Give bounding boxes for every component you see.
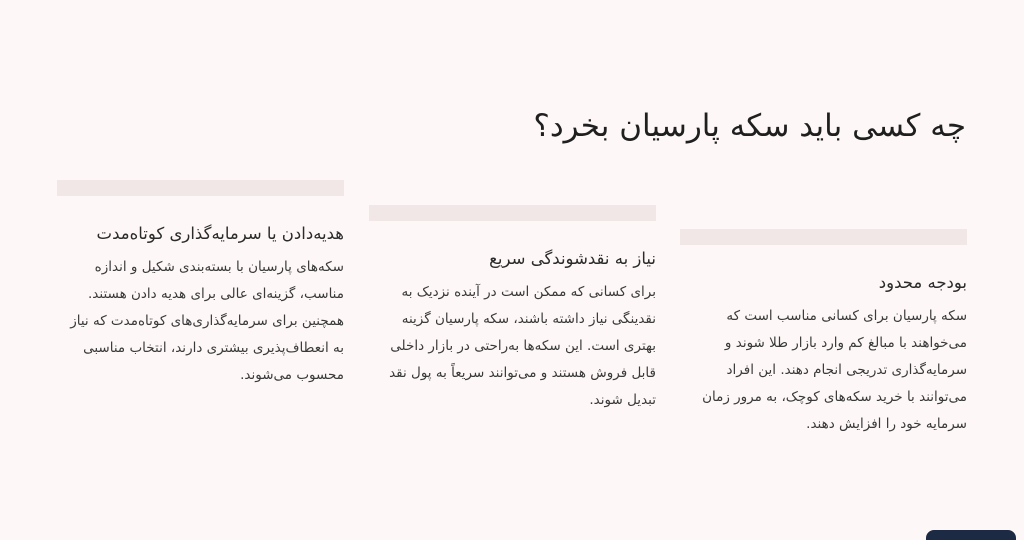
card-accent-bar (680, 229, 967, 245)
card-text: سکه‌های پارسیان با بسته‌بندی شکیل و اندازه مناسب، گزینه‌ای عالی برای هدیه دادن هستند. همچنین برای سرمایه‌گذاری‌های کوتاه‌مدت که نیاز به انعطاف‌پذیری بیشتری دارند، انتخاب مناسبی محسوب می‌شوند. (70, 259, 344, 383)
card-text: برای کسانی که ممکن است در آینده نزدیک به نقدینگی نیاز داشته باشند، سکه پارسیان گزینه بهتری است. این سکه‌ها به‌راحتی در بازار داخلی قابل فروش هستند و می‌توانند سریعاً به پول نقد تبدیل شوند. (389, 284, 656, 408)
section-title: چه کسی باید سکه پارسیان بخرد؟ (533, 108, 966, 144)
card-title: بودجه محدود (878, 273, 967, 292)
card-title: نیاز به نقدشوندگی سریع (489, 249, 656, 268)
floating-widget-edge[interactable] (926, 530, 1016, 540)
card-gift-or-short-term (57, 180, 344, 389)
card-accent-bar (57, 180, 344, 196)
card-limited-budget (680, 229, 967, 438)
card-quick-liquidity (369, 205, 656, 414)
card-text: سکه پارسیان برای کسانی مناسب است که می‌خواهند با مبالغ کم وارد بازار طلا شوند و سرمایه‌گذاری تدریجی انجام دهند. این افراد می‌توانند با خرید سکه‌های کوچک، به مرور زمان سرمایه خود را افزایش دهند. (702, 308, 967, 432)
card-title: هدیه‌دادن یا سرمایه‌گذاری کوتاه‌مدت (96, 224, 344, 243)
card-accent-bar (369, 205, 656, 221)
